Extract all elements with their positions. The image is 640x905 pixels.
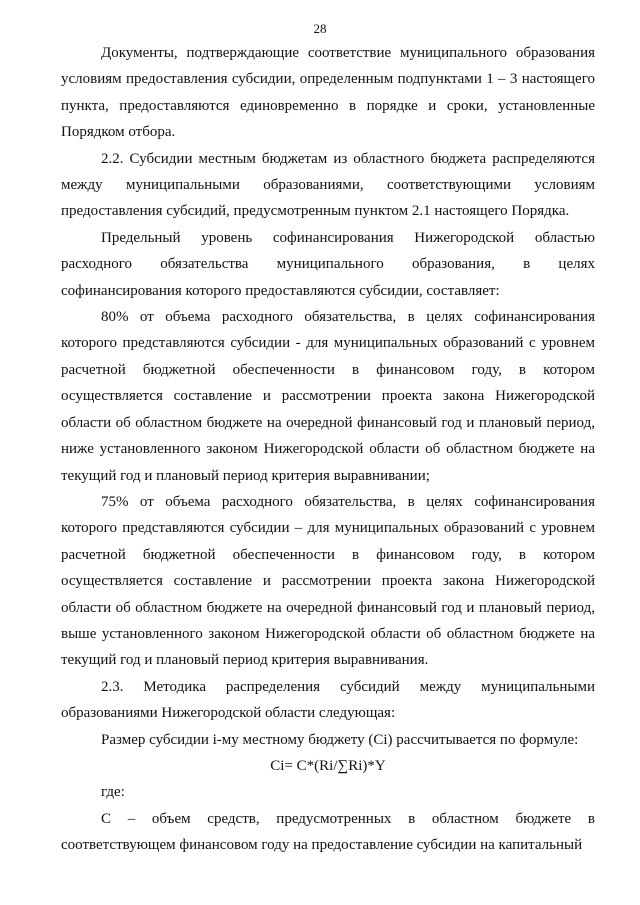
paragraph-documents-confirmation: Документы, подтверждающие соответствие муниципального образования условиям предоставления субсидии, определенным подпунктами 1 – 3 настоящего пункта, предоставляются единовременно в порядке и сроки, установленные Порядком отбора. [61, 45, 595, 141]
formula: Ci= C*(Ri/∑Ri)*Y [270, 757, 386, 774]
paragraph-80-percent: 80% от объема расходного обязательства, в целях софинансирования которого представляются субсидии - для муниципальных образований с уровнем расчетной бюджетной обеспеченности в финансовом году, в котором осуществляется составление и рассмотрении проекта закона Нижегородской области об областном бюджете на очередной финансовый год и плановый период, ниже установленного законом Нижегородской области об областном бюджете на текущий год и плановый период критерия выравнивании; [61, 309, 595, 484]
paragraph-cofinancing-level: Предельный уровень софинансирования Нижегородской областью расходного обязательства муниципального образования, в целях софинансирования которого предоставляются субсидии, составляет: [61, 229, 595, 299]
paragraph-75-percent: 75% от объема расходного обязательства, в целях софинансирования которого представляются субсидии – для муниципальных образований с уровнем расчетной бюджетной обеспеченности в финансовом году, в котором осуществляется составление и рассмотрении проекта закона Нижегородской области об областном бюджете на очередной финансовый год и плановый период, выше установленного законом Нижегородской области об областном бюджете на текущий год и плановый период критерия выравнивания. [61, 493, 595, 669]
paragraph-formula-intro: Размер субсидии i-му местному бюджету (Ci) рассчитывается по формуле: [101, 731, 579, 748]
paragraph-section-2-3: 2.3. Методика распределения субсидий между муниципальными образованиями Нижегородской области следующая: [61, 678, 595, 722]
page-number: 28 [313, 21, 327, 36]
paragraph-c-definition: C – объем средств, предусмотренных в областном бюджете в соответствующем финансовом году на предоставление субсидии на капитальный [61, 810, 595, 854]
paragraph-section-2-2: 2.2. Субсидии местным бюджетам из областного бюджета распределяются между муниципальными образованиями, соответствующими условиям предоставления субсидий, предусмотренным пунктом 2.1 настоящего Порядка. [61, 150, 595, 220]
document-body [61, 40, 595, 859]
paragraph-where: где: [101, 784, 125, 801]
